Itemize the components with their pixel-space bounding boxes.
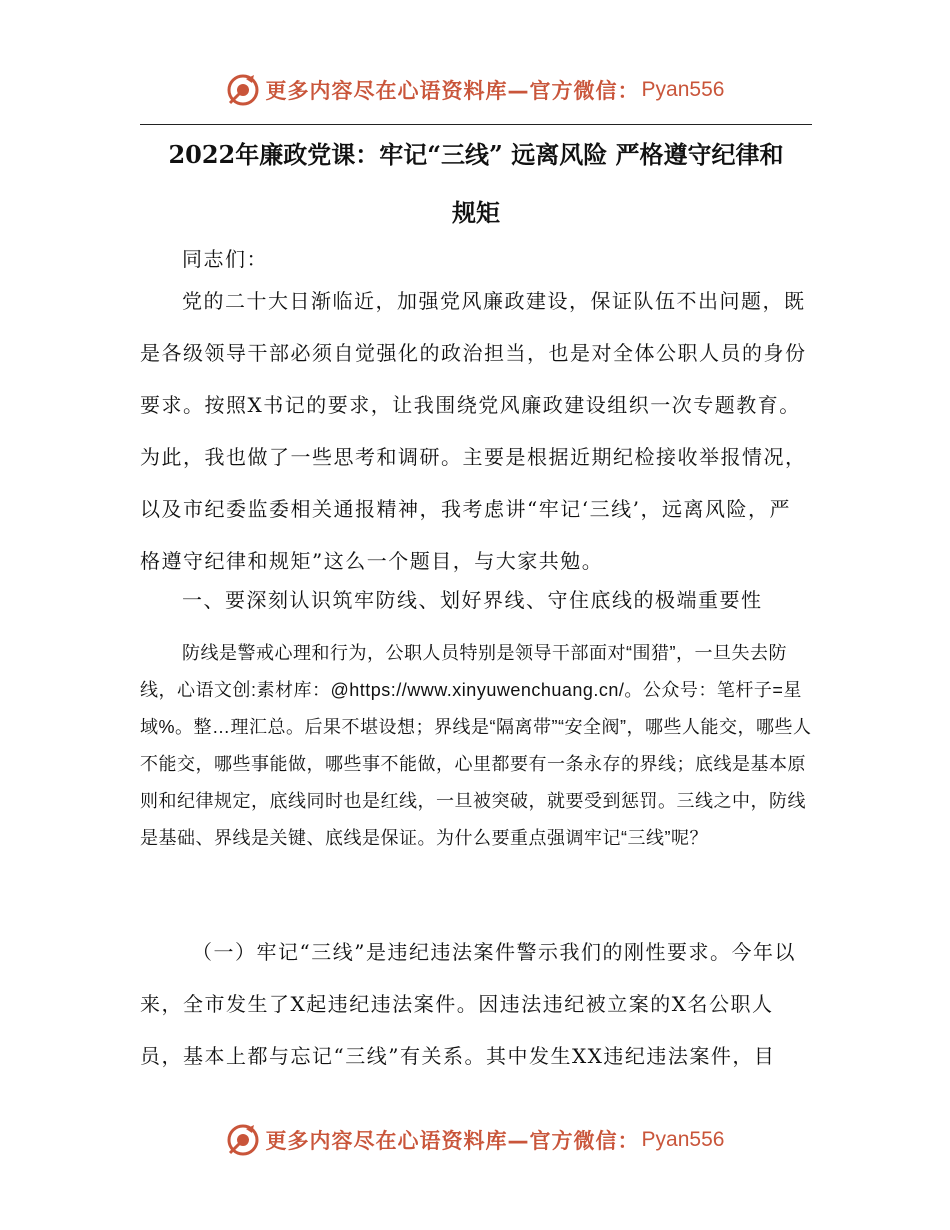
header-watermark	[0, 68, 950, 112]
subsection-1-paragraph: （一）牢记“三线”是违纪违法案件警示我们的刚性要求。今年以来，全市发生了X起违纪违法案件。因违法违纪被立案的X名公职人员，基本上都与忘记“三线”有关系。其中发生XX违纪违法案件，目	[140, 940, 796, 1068]
watermark-wechat-id: Pyan556	[641, 1128, 725, 1151]
footer-watermark	[0, 1118, 950, 1162]
section-1-heading: 一、要深刻认识筑牢防线、划好界线、守住底线的极端重要性	[182, 588, 763, 612]
intro-paragraph: 党的二十大日渐临近，加强党风廉政建设，保证队伍不出问题，既是各级领导干部必须自觉强化的政治担当，也是对全体公职人员的身份要求。按照X书记的要求，让我围绕党风廉政建设组织一次专题教育。为此，我也做了一些思考和调研。主要是根据近期纪检接收举报情况，以及市纪委监委相关通报精神，我考虑讲“牢记‘三线’，远离风险，严格遵守纪律和规矩”这么一个题目，与大家共勉。	[140, 289, 807, 573]
salutation: 同志们：	[182, 247, 268, 271]
header-rule	[140, 124, 812, 125]
section-1-body: 防线是警戒心理和行为，公职人员特别是领导干部面对“围猎”，一旦失去防线，心语文创:素材库：@https://www.xinyuwenchuang.cn/。公众号：笔杆子=星域%。整…理汇总。后果不堪设想；界线是“隔离带”“安全阀”，哪些人能交，哪些人不能交，哪些事能做，哪些事不能做，心里都要有一条永存的界线；底线是基本原则和纪律规定，底线同时也是红线，一旦被突破，就要受到惩罚。三线之中，防线是基础、界线是关键、底线是保证。为什么要重点强调牢记“三线”呢？	[140, 643, 812, 848]
document-title	[140, 126, 812, 242]
watermark-wechat-id: Pyan556	[641, 78, 725, 101]
seal-logo-icon	[226, 73, 260, 107]
title-line-1: 2022年廉政党课：牢记“三线” 远离风险 严格遵守纪律和	[168, 140, 784, 169]
watermark-text: 更多内容尽在心语资料库—官方微信：	[265, 1129, 640, 1153]
watermark-text: 更多内容尽在心语资料库—官方微信：	[265, 79, 640, 103]
seal-logo-icon	[226, 1123, 260, 1157]
title-line-2: 规矩	[452, 198, 500, 227]
